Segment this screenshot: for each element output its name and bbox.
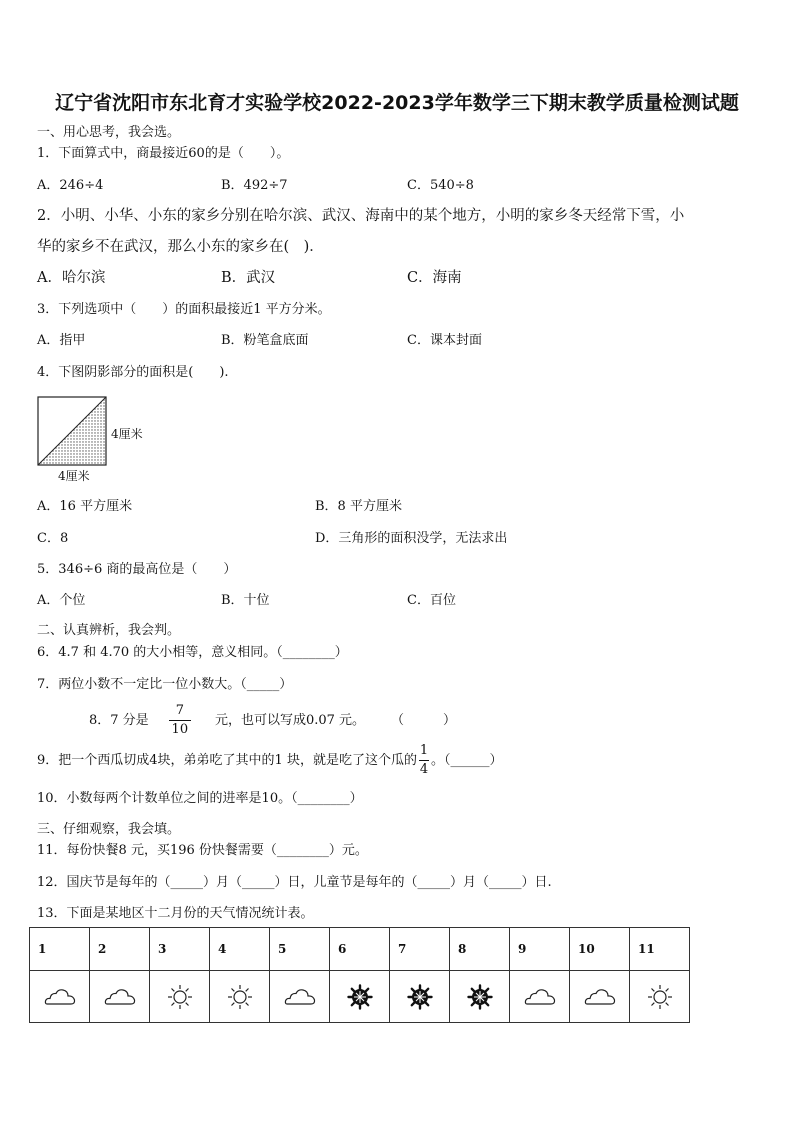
q5-option-c: C．百位 [407, 593, 456, 608]
q9-prefix: 9．把一个西瓜切成4块，弟弟吃了其中的1 块，就是吃了这个瓜的 [37, 753, 417, 768]
question-6: 6．4.7 和 4.70 的大小相等，意义相同。（________） [37, 645, 348, 660]
weather-icon-cell [570, 971, 630, 1023]
q1-option-b: B．492÷7 [221, 178, 288, 193]
weather-icon-row [30, 971, 690, 1023]
shaded-square-figure [37, 396, 107, 466]
figure-bottom-label: 4厘米 [58, 469, 90, 483]
q2-option-c: C．海南 [407, 270, 462, 286]
weather-day-row [30, 928, 690, 971]
q8-prefix: 8．7 分是 [89, 713, 149, 728]
weather-day-cell: 4 [210, 928, 270, 971]
q1-option-c: C．540÷8 [407, 178, 474, 193]
weather-icon-cell [30, 971, 90, 1023]
snow-icon [407, 986, 433, 1005]
weather-day-cell: 2 [90, 928, 150, 971]
q4-option-a: A．16 平方厘米 [37, 499, 133, 514]
cloud-icon [104, 986, 136, 1005]
weather-day-cell: 5 [270, 928, 330, 971]
weather-icon-cell [450, 971, 510, 1023]
exam-title: 辽宁省沈阳市东北育才实验学校2022-2023学年数学三下期末教学质量检测试题 [55, 92, 739, 114]
weather-icon-cell [270, 971, 330, 1023]
question-3: 3．下列选项中（ ）的面积最接近1 平方分米。 [37, 302, 331, 317]
question-2-line-1: 2．小明、小华、小东的家乡分别在哈尔滨、武汉、海南中的某个地方，小明的家乡冬天经常下雪，小 [37, 208, 685, 224]
q5-option-a: A．个位 [37, 593, 86, 608]
q8-suffix: 元，也可以写成0.07 元。 （ ） [214, 713, 457, 728]
q9-numerator: 1 [419, 743, 429, 758]
weather-icon-cell [330, 971, 390, 1023]
weather-day-cell: 1 [30, 928, 90, 971]
cloud-icon [284, 986, 316, 1005]
sun-icon [647, 986, 673, 1005]
q8-fraction [169, 704, 191, 737]
q1-option-a: A．246÷4 [37, 178, 104, 193]
sun-icon [167, 986, 193, 1005]
snow-icon [467, 986, 493, 1005]
weather-icon-cell [630, 971, 690, 1023]
weather-day-cell: 6 [330, 928, 390, 971]
q9-suffix: 。（______） [430, 753, 503, 768]
q8-denominator: 10 [171, 722, 189, 737]
q9-denominator: 4 [419, 762, 429, 777]
section-3-heading: 三、仔细观察，我会填。 [37, 822, 181, 837]
section-1-heading: 一、用心思考，我会选。 [37, 125, 181, 140]
question-12: 12．国庆节是每年的（_____）月（_____）日，儿童节是每年的（_____）月（_____）日. [37, 875, 552, 890]
section-2-heading: 二、认真辨析，我会判。 [37, 623, 181, 638]
snow-icon [347, 986, 373, 1005]
q2-option-b: B．武汉 [221, 270, 276, 286]
q9-fraction [419, 744, 429, 777]
q4-option-b: B．8 平方厘米 [315, 499, 402, 514]
weather-icon-cell [90, 971, 150, 1023]
weather-icon-cell [210, 971, 270, 1023]
q4-option-d: D．三角形的面积没学，无法求出 [315, 531, 508, 546]
q8-numerator: 7 [175, 703, 184, 718]
cloud-icon [524, 986, 556, 1005]
question-13: 13．下面是某地区十二月份的天气情况统计表。 [37, 906, 314, 921]
weather-day-cell: 11 [630, 928, 690, 971]
cloud-icon [584, 986, 616, 1005]
q3-option-c: C．课本封面 [407, 333, 482, 348]
weather-table [29, 927, 690, 1023]
weather-icon-cell [510, 971, 570, 1023]
question-10: 10．小数每两个计数单位之间的进率是10。（________） [37, 791, 363, 806]
q4-option-c: C．8 [37, 531, 69, 546]
q5-option-b: B．十位 [221, 593, 270, 608]
weather-day-cell: 7 [390, 928, 450, 971]
question-9 [37, 744, 502, 778]
question-5: 5．346÷6 商的最高位是（ ） [37, 562, 237, 577]
weather-day-cell: 8 [450, 928, 510, 971]
weather-day-cell: 3 [150, 928, 210, 971]
weather-icon-cell [150, 971, 210, 1023]
weather-day-cell: 10 [570, 928, 630, 971]
q3-option-b: B．粉笔盒底面 [221, 333, 309, 348]
sun-icon [227, 986, 253, 1005]
question-2-line-2: 华的家乡不在武汉，那么小东的家乡在( )． [37, 239, 324, 255]
cloud-icon [44, 986, 76, 1005]
weather-icon-cell [390, 971, 450, 1023]
question-1: 1．下面算式中，商最接近60的是（ ）。 [37, 146, 290, 161]
question-8 [89, 704, 456, 738]
figure-side-label: 4厘米 [111, 427, 143, 441]
question-11: 11．每份快餐8 元，买196 份快餐需要（________）元。 [37, 843, 368, 858]
q2-option-a: A．哈尔滨 [37, 270, 106, 286]
q3-option-a: A．指甲 [37, 333, 86, 348]
question-4: 4．下图阴影部分的面积是( ). [37, 365, 229, 380]
weather-day-cell: 9 [510, 928, 570, 971]
question-7: 7．两位小数不一定比一位小数大。（_____） [37, 677, 293, 692]
